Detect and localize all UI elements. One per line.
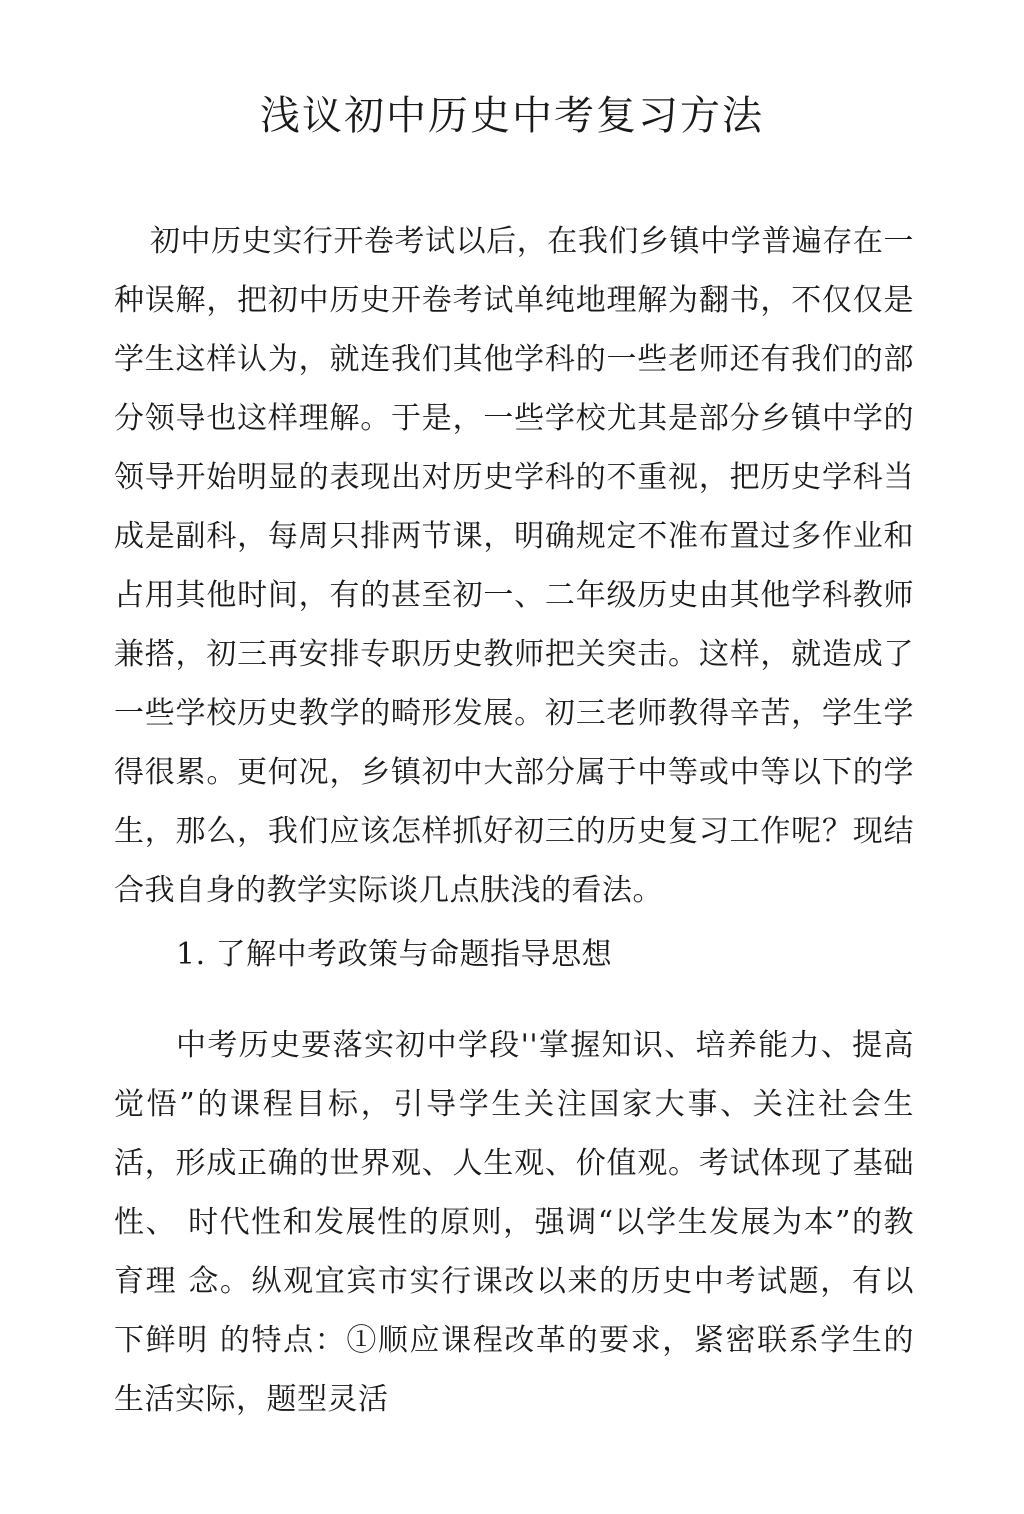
section-1-paragraph-block <box>114 1016 914 1429</box>
intro-paragraph: 初中历史实行开卷考试以后，在我们乡镇中学普遍存在一种误解，把初中历史开卷考试单纯地理解为翻书，不仅仅是 学生这样认为，就连我们其他学科的一些老师还有我们的部 分领导也这样理解。于是，一些学校尤其是部分乡镇中学的 领导开始明显的表现出对历史学科的不重视，把历史学科当 成是副科，每周只排两节课，明确规定不准布置过多作业和 占用其他时间，有的甚至初一、二年级历史由其他学科教师 兼搭，初三再安排专职历史教师把关突击。这样，就造成了 一些学校历史教学的畸形发展。初三老师教得辛苦，学生学 得很累。更何况，乡镇初中大部分属于中等或中等以下的学 生，那么，我们应该怎样抓好初三的历史复习工作呢？现结 合我自身的教学实际谈几点肤浅的看法。 <box>114 224 914 908</box>
section-1-heading: 1. 了解中考政策与命题指导思想 <box>176 937 613 972</box>
document-title: 浅议初中历史中考复习方法 <box>260 93 764 139</box>
intro-paragraph-block <box>114 212 914 920</box>
section-1-paragraph: 中考历史要落实初中学段''掌握知识、培养能力、提高觉悟”的课程目标，引导学生关注国家大事、关注社会生活，形成正确的世界观、人生观、价值观。考试体现了基础性、 时代性和发展性的原则，强调“以学生发展为本”的教育理 念。纵观宜宾市实行课改以来的历史中考试题，有以下鲜明 的特点：①顺应课程改革的要求，紧密联系学生的生活实际，题型灵活 <box>114 1028 914 1417</box>
